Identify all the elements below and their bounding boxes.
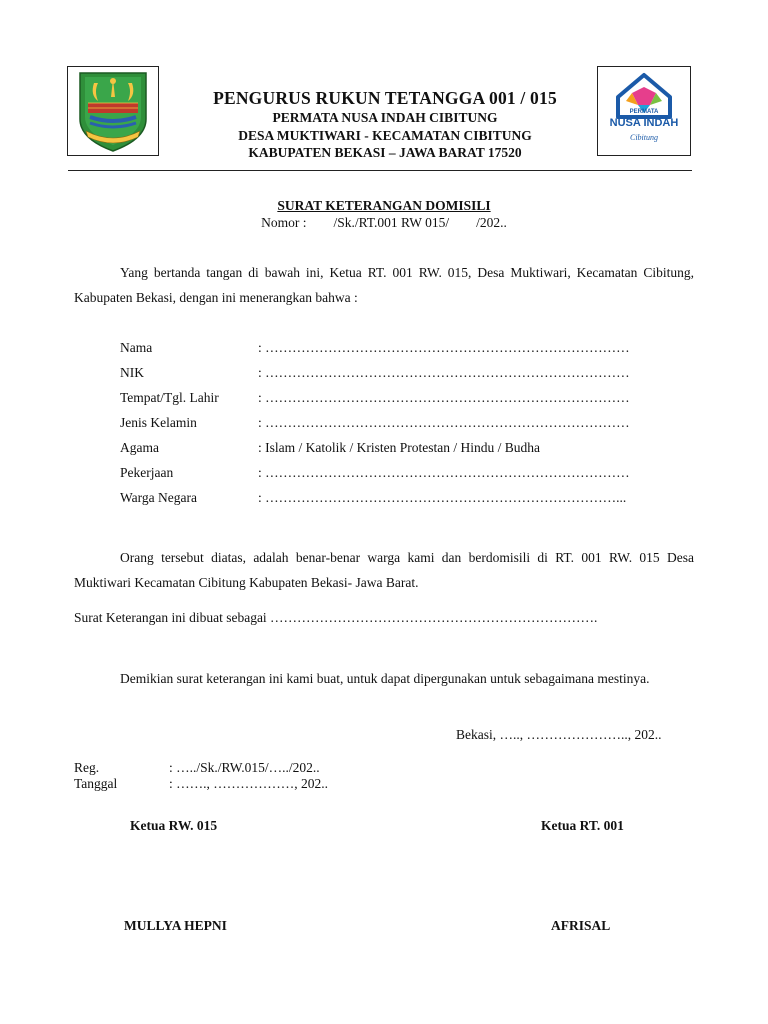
field-row-tempat-tgl-lahir	[120, 390, 630, 414]
field-label: Tempat/Tgl. Lahir	[120, 390, 219, 405]
reg-label: Reg.	[74, 760, 100, 775]
reg-row	[74, 760, 320, 776]
field-row-agama	[120, 440, 540, 464]
bekasi-emblem-icon	[68, 67, 158, 155]
field-value: : ………………………………………………………………………	[258, 340, 630, 355]
logo-main-text: NUSA INDAH	[609, 117, 679, 129]
field-row-warga-negara	[120, 490, 626, 514]
closing-paragraph: Demikian surat keterangan ini kami buat, untuk dapat dipergunakan untuk sebagaimana mestinya.	[120, 671, 650, 686]
field-value: : ………………………………………………………………………	[258, 465, 630, 480]
header-line-2: PERMATA NUSA INDAH CIBITUNG	[272, 110, 498, 125]
field-label: Warga Negara	[120, 490, 197, 505]
field-label: Jenis Kelamin	[120, 415, 197, 430]
field-row-pekerjaan	[120, 465, 630, 489]
sign-left-name: MULLYA HEPNI	[124, 918, 227, 933]
tanggal-value: : ……., ………………, 202..	[169, 776, 329, 791]
field-label: Pekerjaan	[120, 465, 174, 480]
header-line-4: KABUPATEN BEKASI – JAWA BARAT 17520	[248, 145, 522, 160]
field-value: : ………………………………………………………………………	[258, 390, 630, 405]
header-divider	[68, 170, 692, 171]
field-value: : ……………………………………………………………………...	[258, 490, 627, 505]
intro-paragraph: Yang bertanda tangan di bawah ini, Ketua RT. 001 RW. 015, Desa Muktiwari, Kecamatan Cibitung, Kabupaten Bekasi, dengan ini menerangkan bahwa :	[74, 265, 694, 305]
field-value: : ………………………………………………………………………	[258, 415, 630, 430]
logo-top-text: PERMATA	[629, 109, 659, 115]
header-line-3: DESA MUKTIWARI - KECAMATAN CIBITUNG	[238, 128, 532, 143]
left-logo-box	[67, 66, 159, 156]
field-value: : Islam / Katolik / Kristen Protestan / Hindu / Budha	[258, 440, 540, 455]
field-row-nama	[120, 340, 630, 364]
sign-left-title: Ketua RW. 015	[130, 818, 218, 833]
reg-value: : …../Sk./RW.015/…../202..	[169, 760, 320, 775]
tanggal-label: Tanggal	[74, 776, 118, 791]
logo-sub-text: Cibitung	[629, 133, 658, 142]
sign-right-name: AFRISAL	[551, 918, 611, 933]
field-value: : ………………………………………………………………………	[258, 365, 630, 380]
tanggal-row	[74, 776, 328, 792]
header-line-1: PENGURUS RUKUN TETANGGA 001 / 015	[213, 88, 557, 108]
field-label: NIK	[120, 365, 144, 380]
field-label: Agama	[120, 440, 159, 455]
field-row-jenis-kelamin	[120, 415, 630, 439]
field-row-nik	[120, 365, 630, 389]
body-paragraph-1: Orang tersebut diatas, adalah benar-benar warga kami dan berdomisili di RT. 001 RW. 015 Desa Muktiwari Kecamatan Cibitung Kabupaten Bekasi- Jawa Barat.	[74, 550, 694, 590]
field-label: Nama	[120, 340, 153, 355]
right-logo-box	[597, 66, 691, 156]
body-paragraph-2: Surat Keterangan ini dibuat sebagai ……………………………………………………………….	[74, 610, 598, 625]
sign-right-title: Ketua RT. 001	[541, 818, 624, 833]
letter-number: Nomor : /Sk./RT.001 RW 015/ /202..	[261, 215, 507, 230]
letter-title: SURAT KETERANGAN DOMISILI	[277, 198, 491, 213]
place-date: Bekasi, ….., ………………….., 202..	[456, 727, 662, 742]
